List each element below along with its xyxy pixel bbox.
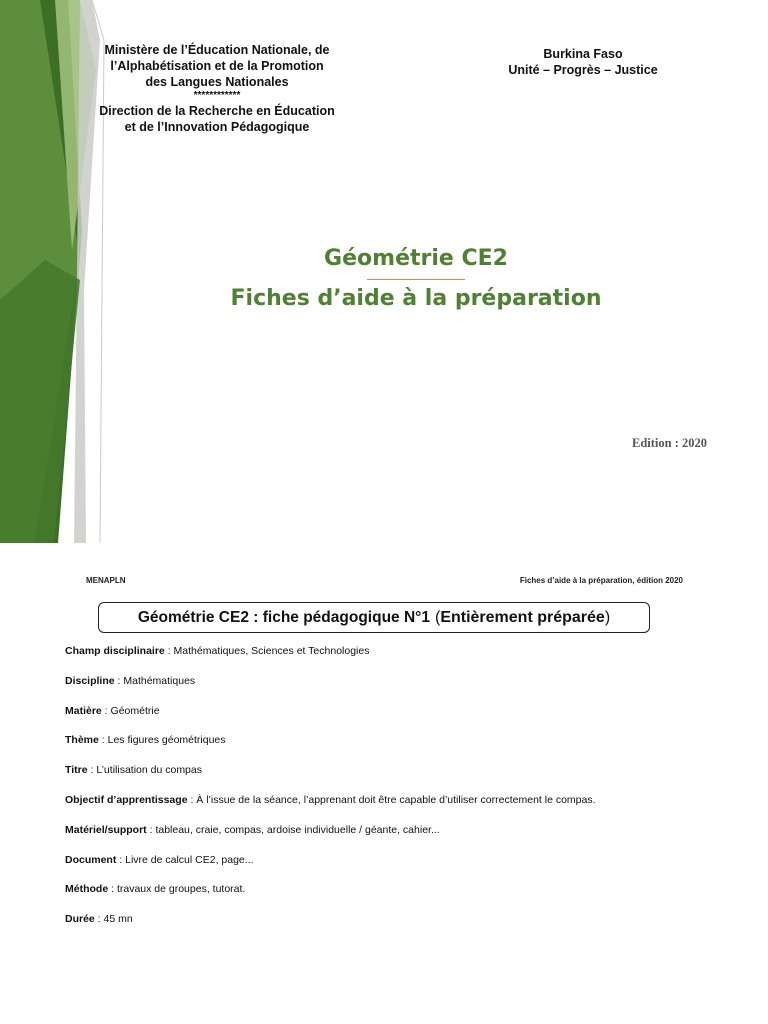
field-duree — [65, 912, 705, 927]
field-separator: : — [116, 853, 126, 866]
field-discipline — [65, 674, 705, 689]
field-separator: : — [98, 734, 108, 747]
field-separator: : — [87, 764, 97, 777]
field-value: tableau, craie, compas, ardoise individuelle / géante, cahier... — [155, 823, 440, 836]
field-label: Objectif d’apprentissage — [65, 793, 188, 806]
document-subtitle: Fiches d’aide à la préparation — [230, 286, 602, 311]
title-divider — [367, 279, 465, 280]
field-separator: : — [108, 883, 117, 896]
fiche-status — [435, 609, 610, 627]
field-label: Thème — [65, 734, 99, 747]
document-title: Géométrie CE2 — [324, 246, 508, 271]
country-header — [490, 46, 676, 78]
field-separator: : — [187, 793, 197, 806]
field-matiere — [65, 704, 705, 719]
ministry-line: des Langues Nationales — [145, 75, 289, 89]
field-value: travaux de groupes, tutorat. — [116, 883, 246, 896]
field-value: Livre de calcul CE2, page... — [125, 853, 254, 866]
fiche-title-box — [98, 602, 650, 633]
field-label: Discipline — [65, 674, 115, 687]
field-value: Mathématiques, Sciences et Technologies — [173, 645, 370, 657]
paren-close: ) — [604, 608, 611, 626]
field-separator: : — [101, 704, 111, 717]
field-separator: : — [114, 674, 124, 687]
field-label: Titre — [65, 764, 88, 777]
ministry-line: l’Alphabétisation et de la Promotion — [110, 59, 324, 73]
field-label: Matériel/support — [65, 823, 147, 836]
fiche-fields — [65, 644, 705, 942]
field-objectif — [65, 793, 705, 808]
field-materiel — [65, 823, 705, 838]
field-value: 45 mn — [103, 913, 133, 926]
ministry-separator: ************ — [193, 90, 241, 101]
field-document — [65, 853, 705, 868]
ministry-header — [86, 42, 348, 135]
paren-open: ( — [434, 608, 441, 626]
field-champ-disciplinaire — [65, 644, 705, 659]
direction-line: Direction de la Recherche en Éducation — [99, 104, 335, 118]
field-value: Géométrie — [110, 704, 160, 717]
field-separator: : — [146, 823, 156, 836]
fiche-page — [0, 543, 768, 1024]
field-separator: : — [164, 645, 174, 657]
field-label: Méthode — [65, 883, 109, 896]
fiche-status-text: Entièrement préparée — [440, 608, 605, 626]
edition-label: Edition : 2020 — [631, 436, 707, 450]
field-separator: : — [94, 913, 104, 926]
field-value: À l’issue de la séance, l’apprenant doit être capable d’utiliser correctement le compas. — [196, 793, 596, 806]
field-label: Durée — [65, 913, 95, 926]
cover-title — [180, 244, 652, 314]
field-label: Matière — [65, 704, 102, 717]
field-titre — [65, 763, 705, 778]
page-header-right: Fiches d’aide à la préparation, édition 2020 — [519, 576, 683, 585]
ministry-line: Ministère de l’Éducation Nationale, de — [104, 43, 330, 57]
field-methode — [65, 882, 705, 897]
field-theme — [65, 733, 705, 748]
direction-line: et de l’Innovation Pédagogique — [124, 120, 310, 134]
fiche-title: Géométrie CE2 : fiche pédagogique N°1 — [137, 608, 430, 626]
page-header-left: MENAPLN — [86, 576, 126, 585]
field-label: Document — [65, 853, 117, 866]
field-value: Mathématiques — [123, 674, 196, 687]
field-value: L’utilisation du compas — [96, 764, 202, 777]
country-name: Burkina Faso — [543, 47, 623, 61]
field-label: Champ disciplinaire — [65, 645, 165, 657]
field-value: Les figures géométriques — [107, 734, 226, 747]
country-motto: Unité – Progrès – Justice — [508, 63, 658, 77]
